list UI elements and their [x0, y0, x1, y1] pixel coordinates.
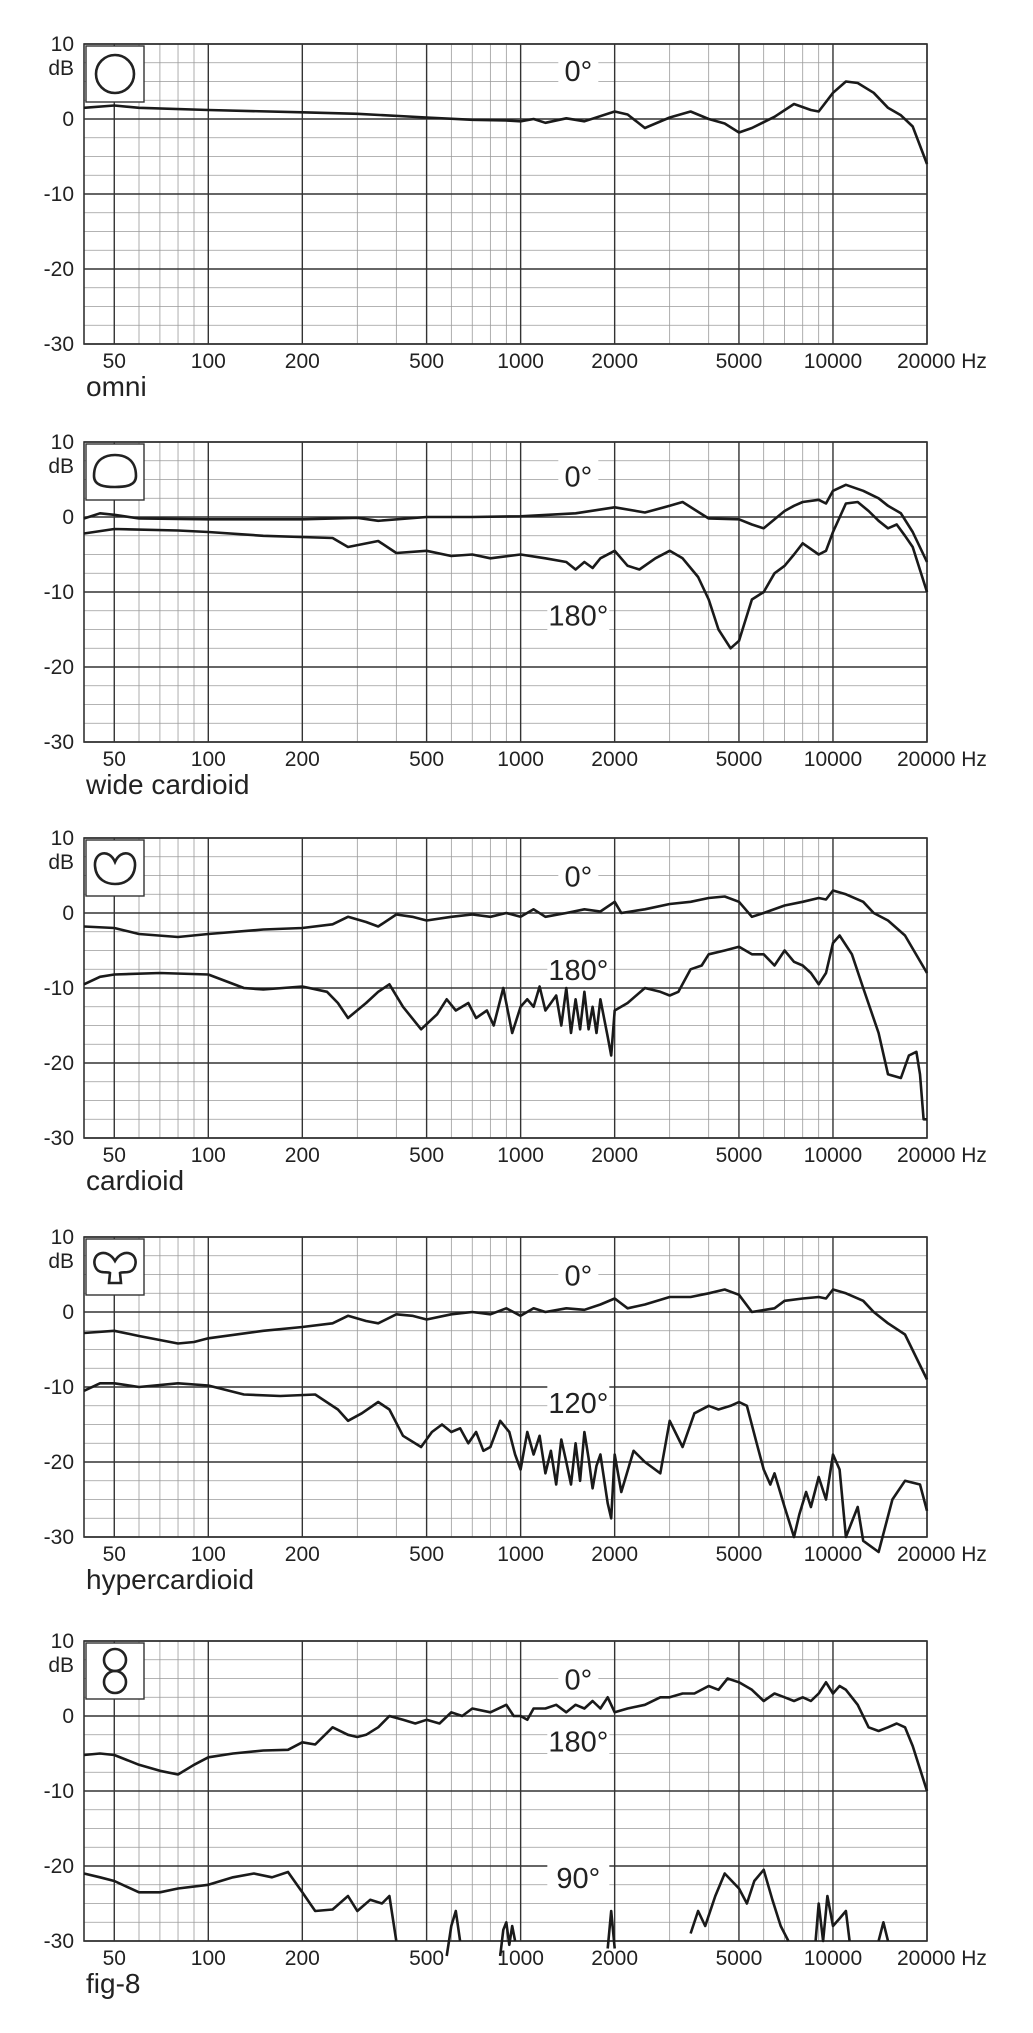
x-tick-label: 50: [102, 1144, 126, 1167]
y-tick-label: -20: [43, 1855, 74, 1878]
x-tick-label: 10000: [803, 1543, 863, 1566]
y-tick-label: 10: [50, 827, 74, 850]
chart-title: cardioid: [86, 1165, 185, 1196]
y-unit-label: dB: [48, 455, 74, 478]
x-tick-label: 100: [190, 1543, 226, 1566]
y-tick-label: -10: [43, 977, 74, 1000]
y-tick-label: 0: [62, 108, 74, 131]
x-tick-label: 1000: [497, 350, 544, 373]
y-tick-label: -20: [43, 1451, 74, 1474]
y-tick-label: -20: [43, 258, 74, 281]
y-tick-label: -30: [43, 1930, 74, 1953]
wide-cardioid-pattern-icon: [86, 444, 144, 500]
x-tick-label: 200: [284, 1144, 320, 1167]
chart-title: omni: [86, 371, 147, 402]
y-tick-label: 10: [50, 1226, 74, 1249]
chart-title: wide cardioid: [86, 769, 250, 800]
x-tick-label: 1000: [497, 748, 544, 771]
x-tick-label: 1000: [497, 1144, 544, 1167]
y-tick-label: -10: [43, 1376, 74, 1399]
y-tick-label: 0: [62, 1705, 74, 1728]
x-tick-label: 50: [102, 350, 126, 373]
x-tick-label: 50: [102, 748, 126, 771]
chart-4: [44, 1630, 987, 1999]
x-tick-label: 500: [409, 350, 445, 373]
x-tick-label: 20000 Hz: [897, 1144, 987, 1167]
series-120-line: [84, 1383, 927, 1552]
y-tick-label: 0: [62, 902, 74, 925]
x-tick-label: 2000: [591, 1947, 639, 1970]
angle-label: 0°: [564, 461, 593, 494]
cardioid-pattern-icon: [86, 840, 144, 896]
series-0-line: [84, 485, 927, 562]
x-tick-label: 50: [102, 1543, 126, 1566]
series-90-segment-2-line: [447, 1911, 460, 1956]
x-tick-label: 20000 Hz: [897, 1543, 987, 1566]
y-tick-label: 0: [62, 506, 74, 529]
x-tick-label: 200: [284, 1947, 320, 1970]
angle-label: 0°: [564, 56, 593, 88]
series-180-line: [84, 936, 927, 1120]
chart-title: fig-8: [86, 1968, 141, 1999]
series-180-line: [84, 502, 927, 648]
y-unit-label: dB: [48, 1654, 74, 1677]
x-tick-label: 500: [409, 748, 445, 771]
x-tick-label: 5000: [715, 1543, 763, 1566]
series-90-segment-4-line: [608, 1911, 615, 1949]
x-tick-label: 2000: [591, 1144, 639, 1167]
chart-3: [44, 1226, 987, 1595]
x-tick-label: 100: [190, 1947, 226, 1970]
y-tick-label: -10: [43, 581, 74, 604]
x-tick-label: 5000: [715, 748, 763, 771]
chart-1: [44, 431, 987, 800]
y-tick-label: -10: [43, 1780, 74, 1803]
x-tick-label: 100: [190, 1144, 226, 1167]
x-tick-label: 2000: [591, 1543, 639, 1566]
angle-label: 180°: [548, 600, 609, 633]
x-tick-label: 5000: [715, 350, 763, 373]
x-tick-label: 5000: [715, 1144, 763, 1167]
x-tick-label: 200: [284, 350, 320, 373]
y-tick-label: -20: [43, 656, 74, 679]
chart-2: [44, 827, 987, 1196]
x-tick-label: 500: [409, 1144, 445, 1167]
x-tick-label: 10000: [803, 1947, 863, 1970]
angle-label: 0°: [564, 1260, 593, 1293]
series-0-line: [84, 1290, 927, 1380]
angle-label: 0°: [564, 861, 593, 894]
y-tick-label: -30: [43, 1127, 74, 1150]
y-tick-label: -30: [43, 333, 74, 356]
x-tick-label: 200: [284, 1543, 320, 1566]
y-unit-label: dB: [48, 57, 74, 80]
y-tick-label: -20: [43, 1052, 74, 1075]
series-90-line: [84, 1872, 396, 1941]
y-tick-label: -10: [43, 183, 74, 206]
y-tick-label: 10: [50, 431, 74, 454]
angle-label: 90°: [556, 1863, 601, 1895]
x-tick-label: 20000 Hz: [897, 748, 987, 771]
y-tick-label: -30: [43, 1526, 74, 1549]
x-tick-label: 20000 Hz: [897, 350, 987, 373]
x-tick-label: 200: [284, 748, 320, 771]
x-tick-label: 50: [102, 1947, 126, 1970]
x-tick-label: 10000: [803, 748, 863, 771]
chart-0: [44, 33, 987, 402]
x-tick-label: 1000: [497, 1543, 544, 1566]
y-tick-label: 10: [50, 1630, 74, 1653]
angle-label: 120°: [548, 1387, 609, 1420]
series-0-line: [84, 82, 927, 165]
series-90-segment-7-line: [879, 1922, 888, 1941]
x-tick-label: 5000: [715, 1947, 763, 1970]
x-tick-label: 500: [409, 1543, 445, 1566]
x-tick-label: 20000 Hz: [897, 1947, 987, 1970]
x-tick-label: 2000: [591, 350, 639, 373]
y-unit-label: dB: [48, 851, 74, 874]
x-tick-label: 10000: [803, 1144, 863, 1167]
omni-pattern-icon: [86, 46, 144, 102]
hypercardioid-pattern-icon: [86, 1239, 144, 1295]
angle-label: 180°: [548, 955, 609, 987]
angle-label: 0°: [564, 1664, 593, 1697]
x-tick-label: 10000: [803, 350, 863, 373]
chart-title: hypercardioid: [86, 1564, 255, 1595]
x-tick-label: 100: [190, 748, 226, 771]
x-tick-label: 1000: [497, 1947, 544, 1970]
angle-label: 180°: [548, 1726, 609, 1759]
y-tick-label: -30: [43, 731, 74, 754]
figure-eight-pattern-icon: [86, 1643, 144, 1699]
x-tick-label: 500: [409, 1947, 445, 1970]
x-tick-label: 2000: [591, 748, 639, 771]
y-tick-label: 10: [50, 33, 74, 56]
y-unit-label: dB: [48, 1250, 74, 1273]
x-tick-label: 100: [190, 350, 226, 373]
y-tick-label: 0: [62, 1301, 74, 1324]
